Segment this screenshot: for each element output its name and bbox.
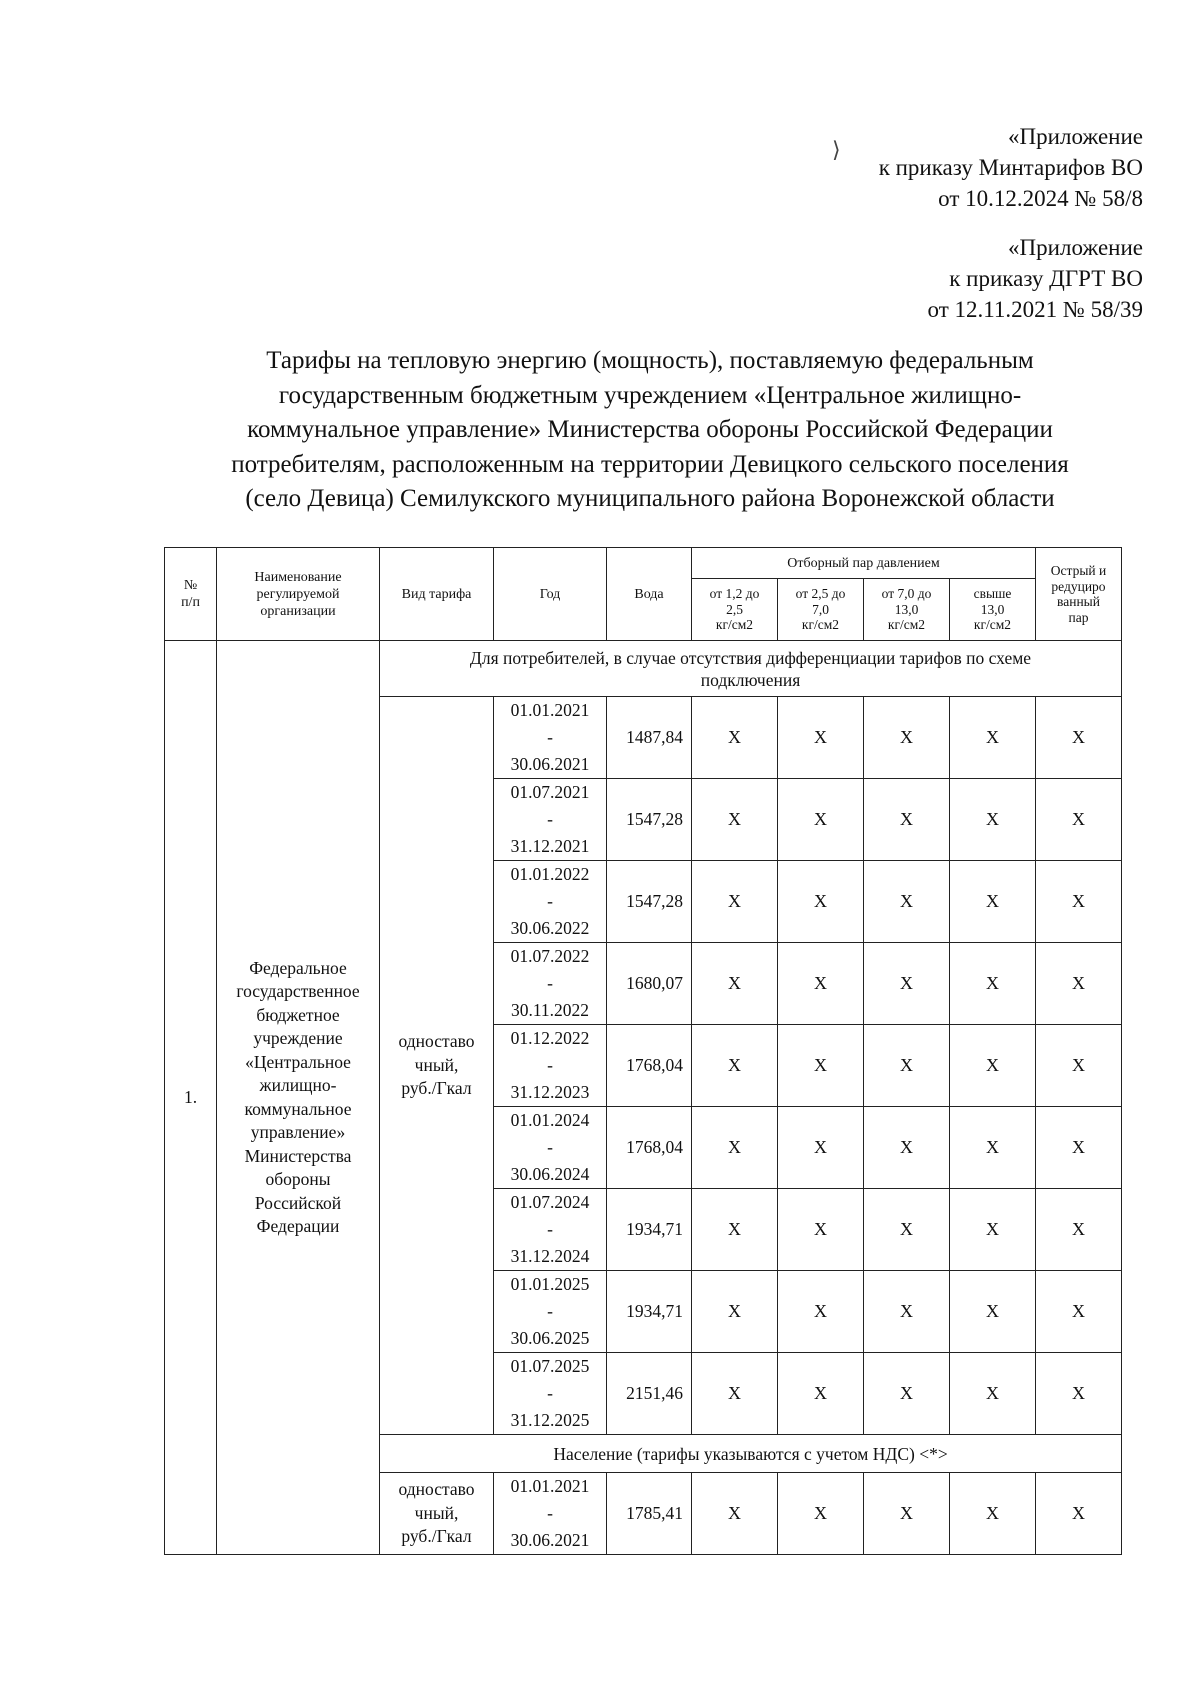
- scan-mark: ⟩: [832, 137, 841, 162]
- period-from: 01.01.2021: [510, 1476, 590, 1496]
- appendix-header-2: [623, 232, 1143, 325]
- header-row: [165, 548, 1122, 579]
- not-applicable-mark: Х: [950, 779, 1036, 861]
- period-from: 01.01.2025: [510, 1274, 590, 1294]
- not-applicable-mark: Х: [778, 943, 864, 1025]
- not-applicable-mark: Х: [950, 697, 1036, 779]
- not-applicable-mark: Х: [1036, 697, 1122, 779]
- not-applicable-mark: Х: [778, 697, 864, 779]
- period-from: 01.07.2025: [510, 1356, 590, 1376]
- title-line: Тарифы на тепловую энергию (мощность), поставляемую федеральным: [266, 347, 1034, 374]
- organization-line: жилищно-: [259, 1075, 337, 1095]
- period-from: 01.01.2024: [510, 1110, 590, 1130]
- period-sep: -: [547, 1137, 553, 1157]
- not-applicable-mark: Х: [950, 1025, 1036, 1107]
- organization-name: [217, 641, 380, 1555]
- period-cell: [494, 1353, 607, 1435]
- period-from: 01.01.2022: [510, 864, 590, 884]
- period-from: 01.01.2021: [510, 700, 590, 720]
- not-applicable-mark: Х: [864, 1025, 950, 1107]
- not-applicable-mark: Х: [864, 1473, 950, 1555]
- period-to: 31.12.2021: [510, 836, 590, 856]
- not-applicable-mark: Х: [778, 779, 864, 861]
- title-line: потребителям, расположенным на территории Девицкого сельского поселения: [231, 450, 1069, 478]
- tariff-type-line: одноставо: [398, 1479, 475, 1500]
- not-applicable-mark: Х: [864, 1271, 950, 1353]
- header-water: Вода: [607, 548, 692, 641]
- not-applicable-mark: Х: [692, 697, 778, 779]
- period-from: 01.12.2022: [510, 1028, 590, 1048]
- appendix-date: от 10.12.2024 № 58/8: [938, 186, 1143, 211]
- period-from: 01.07.2024: [510, 1192, 590, 1212]
- period-to: 30.11.2022: [510, 1000, 590, 1020]
- not-applicable-mark: Х: [1036, 1107, 1122, 1189]
- tariff-type-line: чный,: [414, 1502, 459, 1523]
- period-to: 31.12.2023: [510, 1082, 590, 1102]
- period-cell: [494, 1025, 607, 1107]
- not-applicable-mark: Х: [778, 1189, 864, 1271]
- period-to: 30.06.2022: [510, 918, 590, 938]
- not-applicable-mark: Х: [864, 1107, 950, 1189]
- not-applicable-mark: Х: [950, 1353, 1036, 1435]
- tariff-type-line: руб./Гкал: [401, 1078, 472, 1099]
- section-consumers-title: [380, 641, 1122, 697]
- not-applicable-mark: Х: [864, 1353, 950, 1435]
- period-sep: -: [547, 1503, 553, 1523]
- organization-line: государственное: [236, 981, 360, 1001]
- header-year: Год: [494, 548, 607, 641]
- period-sep: -: [547, 727, 553, 747]
- water-value: 1785,41: [607, 1473, 692, 1555]
- organization-line: Российской: [254, 1192, 342, 1213]
- organization-line: Федерации: [256, 1216, 340, 1236]
- not-applicable-mark: Х: [778, 1025, 864, 1107]
- not-applicable-mark: Х: [692, 1473, 778, 1555]
- not-applicable-mark: Х: [950, 861, 1036, 943]
- appendix-label: «Приложение: [1008, 124, 1143, 149]
- not-applicable-mark: Х: [692, 1107, 778, 1189]
- appendix-order: к приказу ДГРТ ВО: [949, 266, 1143, 291]
- period-cell: [494, 697, 607, 779]
- not-applicable-mark: Х: [864, 1189, 950, 1271]
- not-applicable-mark: Х: [1036, 1353, 1122, 1435]
- header-steam-2: от 2,5 до 7,0 кг/см2: [778, 579, 864, 641]
- not-applicable-mark: Х: [950, 1271, 1036, 1353]
- header-steam-1: от 1,2 до 2,5 кг/см2: [692, 579, 778, 641]
- water-value: 1934,71: [607, 1271, 692, 1353]
- not-applicable-mark: Х: [950, 1189, 1036, 1271]
- period-to: 30.06.2025: [510, 1328, 590, 1348]
- tariff-type: [380, 697, 494, 1435]
- water-value: 1547,28: [607, 779, 692, 861]
- not-applicable-mark: Х: [778, 1353, 864, 1435]
- period-from: 01.07.2021: [510, 782, 590, 802]
- organization-line: Министерства: [244, 1145, 352, 1166]
- not-applicable-mark: Х: [778, 1473, 864, 1555]
- header-sharp-steam: Острый и редуциро ванный пар: [1036, 548, 1122, 641]
- organization-line: управление»: [250, 1122, 346, 1142]
- not-applicable-mark: Х: [692, 861, 778, 943]
- header-tariff-type: Вид тарифа: [380, 548, 494, 641]
- not-applicable-mark: Х: [692, 1025, 778, 1107]
- not-applicable-mark: Х: [864, 779, 950, 861]
- not-applicable-mark: Х: [950, 1473, 1036, 1555]
- section-row: [165, 641, 1122, 697]
- header-steam-group: Отборный пар давлением: [692, 548, 1036, 579]
- appendix-date: от 12.11.2021 № 58/39: [927, 297, 1143, 322]
- header-num: № п/п: [165, 548, 217, 641]
- water-value: 1768,04: [607, 1107, 692, 1189]
- water-value: 2151,46: [607, 1353, 692, 1435]
- period-sep: -: [547, 1301, 553, 1321]
- not-applicable-mark: Х: [950, 1107, 1036, 1189]
- water-value: 1934,71: [607, 1189, 692, 1271]
- not-applicable-mark: Х: [778, 1107, 864, 1189]
- organization-line: обороны: [265, 1169, 331, 1189]
- not-applicable-mark: Х: [692, 779, 778, 861]
- appendix-order: к приказу Минтарифов ВО: [878, 155, 1143, 180]
- not-applicable-mark: Х: [778, 861, 864, 943]
- section-title-line: Для потребителей, в случае отсутствия дифференциации тарифов по схеме: [469, 647, 1032, 668]
- title-line: коммунальное управление» Министерства обороны Российской Федерации: [247, 416, 1053, 443]
- period-to: 30.06.2021: [510, 1530, 590, 1550]
- not-applicable-mark: Х: [864, 861, 950, 943]
- section-population-title: Население (тарифы указываются с учетом НДС) <*>: [380, 1435, 1122, 1473]
- period-cell: [494, 779, 607, 861]
- period-to: 31.12.2024: [510, 1246, 590, 1266]
- period-sep: -: [547, 891, 553, 911]
- period-cell: [494, 1473, 607, 1555]
- period-sep: -: [547, 809, 553, 829]
- period-sep: -: [547, 1055, 553, 1075]
- section-title-line: подключения: [700, 669, 801, 690]
- period-sep: -: [547, 1219, 553, 1239]
- period-sep: -: [547, 973, 553, 993]
- not-applicable-mark: Х: [778, 1271, 864, 1353]
- title-line: (село Девица) Семилукского муниципального района Воронежской области: [245, 485, 1055, 512]
- title-line: государственным бюджетным учреждением «Центральное жилищно-: [278, 381, 1022, 409]
- not-applicable-mark: Х: [1036, 861, 1122, 943]
- water-value: 1680,07: [607, 943, 692, 1025]
- header-steam-4: свыше 13,0 кг/см2: [950, 579, 1036, 641]
- period-to: 30.06.2021: [510, 754, 590, 774]
- appendix-header-1: [623, 121, 1143, 214]
- period-cell: [494, 1189, 607, 1271]
- water-value: 1547,28: [607, 861, 692, 943]
- tariff-type: [380, 1473, 494, 1555]
- not-applicable-mark: Х: [692, 943, 778, 1025]
- not-applicable-mark: Х: [692, 1353, 778, 1435]
- tariff-type-line: руб./Гкал: [401, 1526, 472, 1547]
- organization-line: «Центральное: [245, 1051, 351, 1072]
- period-cell: [494, 943, 607, 1025]
- not-applicable-mark: Х: [950, 943, 1036, 1025]
- period-to: 30.06.2024: [510, 1164, 590, 1184]
- organization-line: бюджетное: [256, 1004, 340, 1025]
- tariff-type-line: одноставо: [398, 1031, 475, 1052]
- organization-line: коммунальное: [244, 1098, 352, 1119]
- water-value: 1487,84: [607, 697, 692, 779]
- not-applicable-mark: Х: [864, 943, 950, 1025]
- not-applicable-mark: Х: [692, 1189, 778, 1271]
- tariff-table: [164, 547, 1122, 1555]
- not-applicable-mark: Х: [1036, 779, 1122, 861]
- not-applicable-mark: Х: [692, 1271, 778, 1353]
- period-cell: [494, 1107, 607, 1189]
- not-applicable-mark: Х: [1036, 1473, 1122, 1555]
- period-from: 01.07.2022: [510, 946, 590, 966]
- organization-line: Федеральное: [249, 957, 347, 978]
- not-applicable-mark: Х: [1036, 1271, 1122, 1353]
- water-value: 1768,04: [607, 1025, 692, 1107]
- period-cell: [494, 1271, 607, 1353]
- not-applicable-mark: Х: [864, 697, 950, 779]
- not-applicable-mark: Х: [1036, 1025, 1122, 1107]
- not-applicable-mark: Х: [1036, 1189, 1122, 1271]
- header-steam-3: от 7,0 до 13,0 кг/см2: [864, 579, 950, 641]
- period-to: 31.12.2025: [510, 1410, 590, 1430]
- header-organization: Наименование регулируемой организации: [217, 548, 380, 641]
- period-sep: -: [547, 1383, 553, 1403]
- tariff-type-line: чный,: [414, 1054, 459, 1075]
- row-number: 1.: [165, 641, 217, 1555]
- not-applicable-mark: Х: [1036, 943, 1122, 1025]
- period-cell: [494, 861, 607, 943]
- appendix-label: «Приложение: [1008, 235, 1143, 260]
- document-title: [170, 344, 1130, 517]
- organization-line: учреждение: [253, 1028, 343, 1048]
